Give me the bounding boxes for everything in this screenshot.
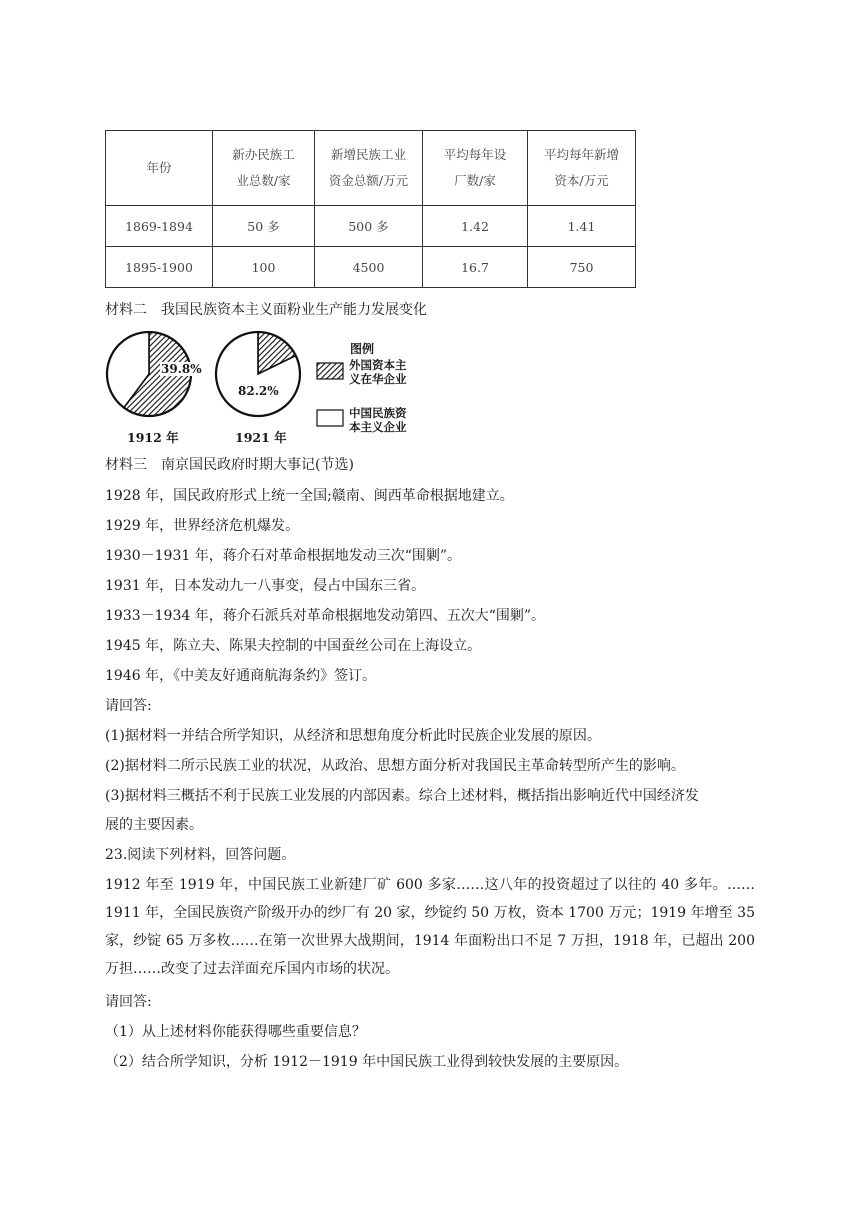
event-item: 1933－1934 年，蒋介石派兵对革命根据地发动第四、五次大“围剿”。 xyxy=(105,608,546,624)
legend-swatch-domestic xyxy=(317,410,343,426)
cell-year: 1869-1894 xyxy=(106,206,213,247)
header-avg-firms: 平均每年设 厂数/家 xyxy=(423,131,528,206)
cell-avg-capital: 750 xyxy=(528,247,636,288)
header-avg-capital: 平均每年新增 资本/万元 xyxy=(528,131,636,206)
event-item: 1928 年，国民政府形式上统一全国;赣南、闽西革命根据地建立。 xyxy=(105,488,514,504)
cell-new-firms: 50 多 xyxy=(213,206,315,247)
pie-1912-label: 39.8% xyxy=(161,362,202,376)
event-item: 1946 年，《中美友好通商航海条约》签订。 xyxy=(105,668,377,684)
header-new-firms: 新办民族工 业总数/家 xyxy=(213,131,315,206)
legend-swatch-foreign xyxy=(317,363,343,379)
table-row xyxy=(106,206,636,247)
question-23-2: （2）结合所学知识，分析 1912－1919 年中国民族工业得到较快发展的主要原因。 xyxy=(105,1054,629,1070)
material2-title: 材料二 我国民族资本主义面粉业生产能力发展变化 xyxy=(105,302,427,318)
legend-label-foreign: 外国资本主 义在华企业 xyxy=(349,358,407,386)
pie-1912-year: 1912 年 xyxy=(127,430,179,445)
legend-label-domestic: 中国民族资 本主义企业 xyxy=(349,406,407,434)
question-3-line1: (3)据材料三概括不利于民族工业发展的内部因素。综合上述材料，概括指出影响近代中国经济发 xyxy=(105,788,699,804)
flour-capacity-figure xyxy=(105,328,435,448)
header-year: 年份 xyxy=(106,131,213,206)
cell-avg-firms: 1.42 xyxy=(423,206,528,247)
pie-1921-label: 82.2% xyxy=(238,384,279,398)
table-row xyxy=(106,247,636,288)
cell-new-capital: 4500 xyxy=(315,247,423,288)
ask-label: 请回答: xyxy=(105,698,152,714)
question-23-title: 23.阅读下列材料，回答问题。 xyxy=(105,847,296,863)
question-1: (1)据材料一并结合所学知识，从经济和思想角度分析此时民族企业发展的原因。 xyxy=(105,728,601,744)
cell-new-capital: 500 多 xyxy=(315,206,423,247)
event-item: 1930－1931 年，蒋介石对革命根据地发动三次“围剿”。 xyxy=(105,548,462,564)
event-item: 1929 年，世界经济危机爆发。 xyxy=(105,518,300,534)
event-item: 1931 年，日本发动九一八事变，侵占中国东三省。 xyxy=(105,578,426,594)
cell-avg-capital: 1.41 xyxy=(528,206,636,247)
question-23-1: （1）从上述材料你能获得哪些重要信息？ xyxy=(105,1024,366,1040)
question-3-line2: 展的主要因素。 xyxy=(105,817,203,833)
material3-title: 材料三 南京国民政府时期大事记(节选) xyxy=(105,457,354,473)
legend-title: 图例 xyxy=(350,342,375,356)
cell-year: 1895-1900 xyxy=(106,247,213,288)
industry-table xyxy=(105,130,636,288)
cell-new-firms: 100 xyxy=(213,247,315,288)
question-23-material: 1912 年至 1919 年，中国民族工业新建厂矿 600 多家……这八年的投资超过了以往的 40 多年。……1911 年，全国民族资产阶级开办的纱厂有 20 家，纱锭约 50 万枚，资本 1700 万元；1919 年增至 35 家，纱锭 65 万多枚……在第一次世界大战期间，1914 年面粉出口不足 7 万担，1918 年，已超出 200 万担……改变了过去洋面充斥国内市场的状况。 xyxy=(105,877,755,977)
pie-1921 xyxy=(216,332,300,416)
ask-label: 请回答: xyxy=(105,994,152,1010)
header-new-capital: 新增民族工业 资金总额/万元 xyxy=(315,131,423,206)
table-header-row xyxy=(106,131,636,206)
pie-1921-year: 1921 年 xyxy=(235,430,287,445)
cell-avg-firms: 16.7 xyxy=(423,247,528,288)
question-2: (2)据材料二所示民族工业的状况，从政治、思想方面分析对我国民主革命转型所产生的影响。 xyxy=(105,758,685,774)
event-item: 1945 年，陈立夫、陈果夫控制的中国蚕丝公司在上海设立。 xyxy=(105,638,482,654)
